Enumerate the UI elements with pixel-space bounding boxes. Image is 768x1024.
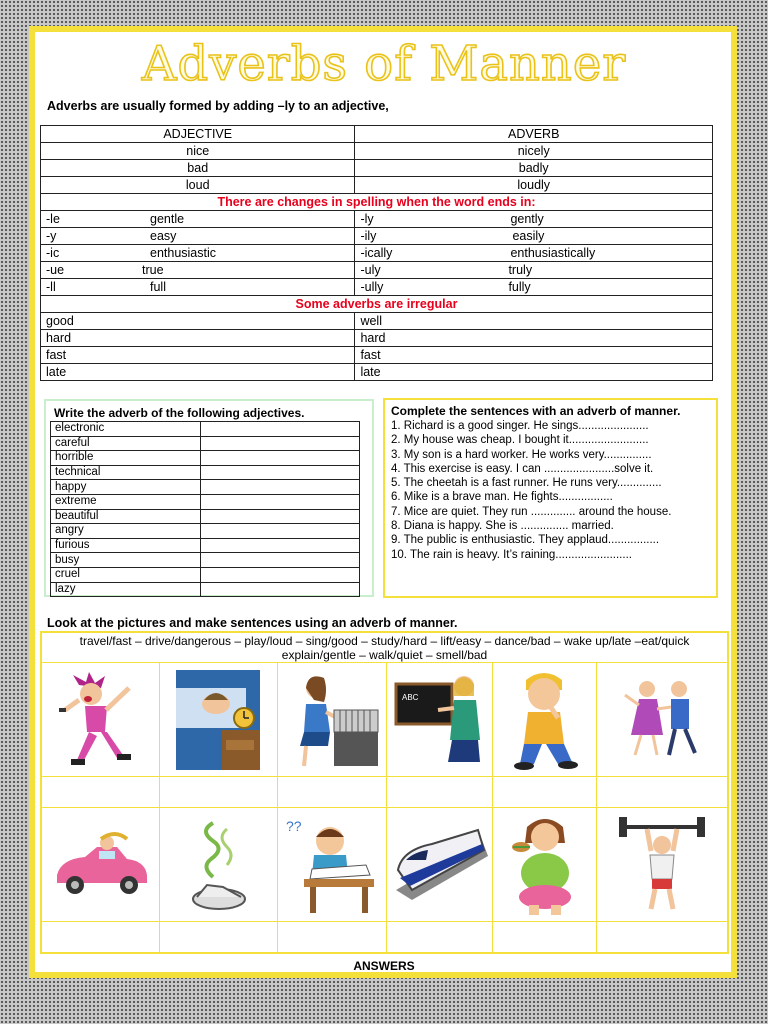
- suffix: -y: [46, 229, 57, 243]
- table-cell: [355, 279, 713, 296]
- word-bank-line: travel/fast – drive/dangerous – play/loud – sing/good – study/hard – lift/easy – dance/bad – wake up/late –eat/quick: [79, 633, 690, 648]
- answer-cell[interactable]: [201, 422, 360, 437]
- table-cell: loud: [41, 177, 355, 194]
- exercise-complete-sentences: [383, 398, 718, 598]
- table-cell: fast: [41, 347, 355, 364]
- table-cell: well: [355, 313, 713, 330]
- suffix: -ic: [46, 246, 60, 260]
- exercise-heading: Complete the sentences with an adverb of manner.: [391, 404, 681, 418]
- word-bank-line: explain/gentle – walk/quiet – smell/bad: [281, 647, 488, 662]
- answers-label: ANSWERS: [353, 959, 415, 973]
- sleeping-man-illustration: [176, 670, 260, 770]
- column-header-adverb: ADVERB: [355, 126, 713, 143]
- answer-cell[interactable]: [201, 494, 360, 509]
- table-row: [51, 494, 360, 509]
- train-illustration: [392, 820, 488, 910]
- table-cell: [355, 211, 713, 228]
- list-item: 6. Mike is a brave man. He fights.................: [391, 491, 613, 504]
- singer-illustration: [51, 670, 151, 770]
- picture-girl-piano: [277, 663, 387, 777]
- exercise-write-adverb: [44, 399, 374, 597]
- word: full: [150, 280, 166, 294]
- picture-boy-studying: [277, 808, 387, 922]
- answer-cell[interactable]: [201, 538, 360, 553]
- table-cell: [355, 262, 713, 279]
- boy-studying-illustration: [284, 813, 380, 917]
- word: true: [142, 263, 164, 277]
- adjective-cell: technical: [51, 465, 201, 480]
- table-cell: [41, 279, 355, 296]
- word: fully: [508, 280, 531, 294]
- answer-cell[interactable]: [201, 524, 360, 539]
- picture-woman-eating-burger: [493, 808, 597, 922]
- suffix: -ll: [46, 280, 56, 294]
- answer-cell[interactable]: [201, 553, 360, 568]
- table-cell: good: [41, 313, 355, 330]
- teacher-illustration: [392, 670, 488, 770]
- suffix: -ically: [360, 246, 393, 260]
- adjective-cell: beautiful: [51, 509, 201, 524]
- adjective-cell: extreme: [51, 494, 201, 509]
- list-item: 5. The cheetah is a fast runner. He runs very..............: [391, 477, 662, 490]
- column-header-adjective: ADJECTIVE: [41, 126, 355, 143]
- table-cell: [355, 228, 713, 245]
- car-illustration: [51, 825, 151, 905]
- picture-boy-thinking: [493, 663, 597, 777]
- table-row: [51, 553, 360, 568]
- table-row: [51, 422, 360, 437]
- svg-text:ABC: ABC: [401, 692, 419, 702]
- answer-cell[interactable]: [201, 480, 360, 495]
- answer-cell[interactable]: [201, 465, 360, 480]
- table-row: [51, 480, 360, 495]
- table-cell: loudly: [355, 177, 713, 194]
- word: enthusiastically: [510, 246, 596, 260]
- svg-text:??: ??: [286, 817, 302, 834]
- answer-cell[interactable]: [277, 922, 387, 954]
- suffix: -uly: [360, 263, 381, 277]
- answer-cell[interactable]: [160, 922, 277, 954]
- answer-cell[interactable]: [201, 582, 360, 597]
- picture-table: [40, 631, 729, 954]
- adverb-table: [40, 125, 713, 381]
- table-cell: late: [355, 364, 713, 381]
- table-cell: nice: [41, 143, 355, 160]
- answer-cell[interactable]: [201, 509, 360, 524]
- answer-cell[interactable]: [201, 436, 360, 451]
- table-cell: [41, 262, 355, 279]
- word: enthusiastic: [150, 246, 217, 260]
- answer-cell[interactable]: [597, 777, 728, 808]
- picture-singer: [41, 663, 160, 777]
- list-item: 10. The rain is heavy. It’s raining........................: [391, 548, 632, 561]
- exercise-heading: Look at the pictures and make sentences using an adverb of manner.: [47, 616, 458, 630]
- answer-cell[interactable]: [201, 451, 360, 466]
- table-cell: hard: [355, 330, 713, 347]
- table-cell: nicely: [355, 143, 713, 160]
- word: gently: [510, 212, 544, 226]
- word: gentle: [150, 212, 185, 226]
- picture-smelly-shoe: [160, 808, 277, 922]
- table-cell: [355, 245, 713, 262]
- exercise-heading: Write the adverb of the following adjectives.: [54, 406, 305, 420]
- intro-text: Adverbs are usually formed by adding –ly to an adjective,: [47, 99, 389, 113]
- table-cell: fast: [355, 347, 713, 364]
- answer-cell[interactable]: [201, 567, 360, 582]
- table-cell: bad: [41, 160, 355, 177]
- table-row: [51, 538, 360, 553]
- word: easy: [150, 229, 177, 243]
- picture-woman-driving-car: [41, 808, 160, 922]
- adjective-cell: horrible: [51, 451, 201, 466]
- answer-cell[interactable]: [493, 922, 597, 954]
- list-item: 1. Richard is a good singer. He sings......................: [391, 420, 649, 432]
- adjective-cell: happy: [51, 480, 201, 495]
- list-item: 9. The public is enthusiastic. They applaud................: [391, 534, 660, 547]
- adjective-cell: furious: [51, 538, 201, 553]
- picture-weightlifter: [597, 808, 728, 922]
- adjective-cell: electronic: [51, 422, 201, 437]
- table-cell: [41, 228, 355, 245]
- boy-thinking-illustration: [500, 668, 590, 772]
- answer-cell[interactable]: [160, 777, 277, 808]
- picture-dancing-couple: [597, 663, 728, 777]
- shoe-illustration: [183, 815, 253, 915]
- answer-cell[interactable]: [277, 777, 387, 808]
- list-item: 4. This exercise is easy. I can ......................solve it.: [391, 462, 654, 475]
- table-row: [51, 567, 360, 582]
- irregular-note: Some adverbs are irregular: [41, 296, 713, 313]
- picture-sleeping-man-clock: [160, 663, 277, 777]
- table-row: [51, 436, 360, 451]
- dancing-couple-illustration: [617, 675, 707, 765]
- list-item: 3. My son is a hard worker. He works very...............: [391, 448, 652, 461]
- woman-eating-illustration: [503, 813, 587, 917]
- table-row: [51, 509, 360, 524]
- answer-cell[interactable]: [387, 777, 493, 808]
- table-cell: late: [41, 364, 355, 381]
- table-cell: badly: [355, 160, 713, 177]
- table-cell: [41, 245, 355, 262]
- adjective-cell: cruel: [51, 567, 201, 582]
- list-item: 8. Diana is happy. She is ............... married.: [391, 520, 614, 533]
- answer-cell[interactable]: [41, 922, 160, 954]
- answer-cell[interactable]: [41, 777, 160, 808]
- page-title: Adverbs of Manner: [141, 36, 627, 92]
- table-row: [51, 451, 360, 466]
- word: easily: [512, 229, 545, 243]
- answer-cell[interactable]: [387, 922, 493, 954]
- spelling-note: There are changes in spelling when the word ends in:: [41, 194, 713, 211]
- adjective-cell: lazy: [51, 582, 201, 597]
- answer-cell[interactable]: [493, 777, 597, 808]
- suffix: -ully: [360, 280, 384, 294]
- table-cell: hard: [41, 330, 355, 347]
- adjective-cell: careful: [51, 436, 201, 451]
- word: truly: [508, 263, 533, 277]
- table-cell: [41, 211, 355, 228]
- word-bank: [41, 632, 728, 663]
- table-row: [51, 465, 360, 480]
- table-row: [51, 582, 360, 597]
- girl-piano-illustration: [284, 670, 380, 770]
- adjective-answer-table: [50, 421, 360, 597]
- suffix: -le: [46, 212, 60, 226]
- suffix: -ue: [46, 263, 65, 277]
- table-row: [51, 524, 360, 539]
- suffix: -ly: [360, 212, 374, 226]
- adjective-cell: angry: [51, 524, 201, 539]
- sentence-list: [391, 419, 671, 562]
- picture-teacher-blackboard: [387, 663, 493, 777]
- answer-cell[interactable]: [597, 922, 728, 954]
- list-item: 7. Mice are quiet. They run .............. around the house.: [391, 505, 672, 518]
- list-item: 2. My house was cheap. I bought it.........................: [391, 434, 649, 447]
- suffix: -ily: [360, 229, 377, 243]
- weightlifter-illustration: [617, 815, 707, 915]
- picture-high-speed-train: [387, 808, 493, 922]
- adjective-cell: busy: [51, 553, 201, 568]
